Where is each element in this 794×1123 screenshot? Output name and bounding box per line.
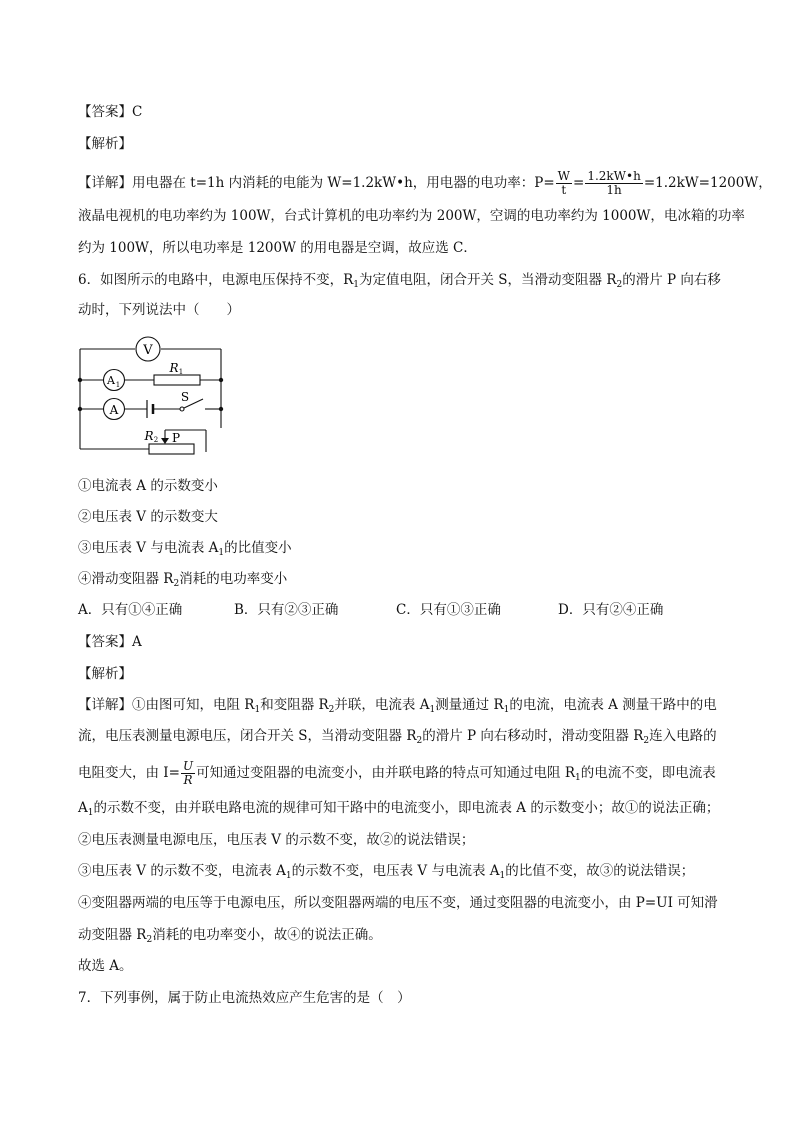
detail-label: 【详解】 <box>78 697 132 713</box>
statement-3 <box>78 538 728 563</box>
detail-text: 并联，电流表 A <box>334 697 430 713</box>
detail-line-5-1 <box>78 169 772 197</box>
subscript: 1 <box>575 773 581 783</box>
detail-text: 的电流，电流表 A 测量干路中的电 <box>509 697 717 713</box>
subscript: 1 <box>218 548 225 558</box>
detail-line-6-3 <box>78 760 728 788</box>
detail-text: 电阻变大，由 I= <box>78 765 180 781</box>
junction-dot <box>78 407 82 411</box>
subscript: 2 <box>643 736 650 746</box>
detail-text: ③电压表 V 的示数不变，电流表 A <box>78 863 286 879</box>
r1-subscript: 1 <box>178 368 184 376</box>
subscript: 1 <box>254 705 261 715</box>
detail-text: 流，电压表测量电源电压，闭合开关 S，当滑动变阻器 R <box>78 728 417 744</box>
subscript: 1 <box>499 871 506 881</box>
question-text: 6．如图所示的电路中，电源电压保持不变，R <box>78 272 354 288</box>
subscript: 2 <box>616 280 623 290</box>
junction-dot <box>78 378 82 382</box>
detail-text: 的电流不变，即电流表 <box>580 765 716 781</box>
detail-line-6-6 <box>78 861 728 886</box>
detail-text: 可知通过变阻器的电流变小，由并联电路的特点可知通过电阻 R <box>196 765 576 781</box>
analysis-label-5 <box>78 134 728 154</box>
r2-label: R <box>144 429 154 443</box>
detail-line-6-8 <box>78 925 728 950</box>
detail-text: 动变阻器 R <box>78 927 147 943</box>
answer-line-6 <box>78 632 728 652</box>
ammeter-a-label: A <box>109 403 119 417</box>
circuit-diagram <box>70 334 240 464</box>
statement-1: ①电流表 A 的示数变小 <box>78 478 218 494</box>
resistor-r1-symbol <box>154 375 200 385</box>
detail-text: 的滑片 P 向右移动时，滑动变阻器 R <box>422 728 644 744</box>
fraction-denominator: 1h <box>585 183 643 197</box>
statement-text: ④滑动变阻器 R <box>78 571 174 587</box>
fraction-denominator: R <box>181 773 195 787</box>
analysis-label-6 <box>78 664 728 684</box>
subscript: 1 <box>87 808 94 818</box>
detail-line-6-4 <box>78 798 728 823</box>
analysis-label: 【解析】 <box>78 666 132 682</box>
subscript: 1 <box>353 280 359 290</box>
option-d: D．只有②④正确 <box>558 602 664 618</box>
subscript: 1 <box>285 871 292 881</box>
detail-line-6-2 <box>78 726 728 751</box>
fraction-energy-over-time <box>585 170 643 197</box>
junction-dot <box>219 378 223 382</box>
statement-4 <box>78 569 728 594</box>
answer-value: A <box>132 634 142 650</box>
statement-text: 的比值变小 <box>224 540 292 556</box>
option-b: B．只有②③正确 <box>234 602 339 618</box>
subscript: 2 <box>416 736 423 746</box>
switch-pivot <box>180 407 184 411</box>
answer-label: 【答案】 <box>78 634 132 650</box>
answer-line-5 <box>78 102 728 122</box>
detail-line-6-1 <box>78 695 728 720</box>
detail-line-6-7: ④变阻器两端的电压等于电源电压，所以变阻器两端的电压不变，通过变阻器的电流变小，由 P=UI 可知滑 <box>78 895 718 911</box>
r2-subscript: 2 <box>153 436 159 444</box>
question-7-line-1: 7．下列事例，属于防止电流热效应产生危害的是（ ） <box>78 990 411 1006</box>
statement-text: 消耗的电功率变小 <box>179 571 288 587</box>
detail-line-5-3: 约为 100W，所以电功率是 1200W 的用电器是空调，故应选 C． <box>78 240 477 256</box>
detail-text: 的比值不变，故③的说法错误； <box>505 863 695 879</box>
detail-text: 测量通过 R <box>435 697 504 713</box>
slider-arrow-head <box>161 438 169 444</box>
fraction-w-over-t <box>556 170 572 197</box>
fraction-numerator: W <box>557 169 571 183</box>
slider-label: P <box>171 431 181 445</box>
fraction-u-over-r <box>181 760 195 787</box>
detail-text: =1.2kW=1200W， <box>643 175 772 191</box>
detail-line-5-2: 液晶电视机的电功率约为 100W，台式计算机的电功率约为 200W，空调的电功率约为 1000W，电冰箱的功率 <box>78 208 745 224</box>
fraction-numerator: 1.2kW•h <box>587 169 641 183</box>
ammeter-a1-label: A <box>107 374 115 387</box>
option-c: C．只有①③正确 <box>396 602 501 618</box>
subscript: 1 <box>503 705 510 715</box>
answer-value: C <box>132 104 143 120</box>
fraction-numerator: U <box>182 759 194 773</box>
detail-text: 的示数不变，电压表 V 与电流表 A <box>291 863 500 879</box>
question-6-line-2: 动时，下列说法中（ ） <box>78 302 240 318</box>
detail-text: 和变阻器 R <box>260 697 329 713</box>
detail-text: 的示数不变，由并联电路电流的规律可知干路中的电流变小，即电流表 A 的示数变小；故①的说法正确； <box>93 800 720 816</box>
subscript: 1 <box>429 705 436 715</box>
detail-text: 消耗的电功率变小，故④的说法正确。 <box>152 927 382 943</box>
ammeter-a1-subscript: 1 <box>115 381 121 389</box>
subscript: 2 <box>328 705 335 715</box>
equals-sign: = <box>573 175 585 191</box>
detail-text: ①由图可知，电阻 R <box>132 697 255 713</box>
switch-label: S <box>180 390 190 404</box>
rheostat-r2-symbol <box>149 444 194 454</box>
statement-text: ③电压表 V 与电流表 A <box>78 540 219 556</box>
junction-dot <box>219 407 223 411</box>
detail-text: 连入电路的 <box>649 728 717 744</box>
detail-text: A <box>78 800 88 816</box>
r1-label: R <box>169 361 179 375</box>
fraction-denominator: t <box>556 183 572 197</box>
question-text: 为定值电阻，闭合开关 S，当滑动变阻器 R <box>359 272 617 288</box>
question-text: 的滑片 P 向右移 <box>622 272 721 288</box>
subscript: 2 <box>146 935 153 945</box>
detail-label: 【详解】 <box>78 175 132 191</box>
detail-line-6-5: ②电压表测量电源电压，电压表 V 的示数不变，故②的说法错误； <box>78 832 475 848</box>
answer-label: 【答案】 <box>78 104 132 120</box>
voltmeter-label: V <box>143 343 153 358</box>
option-a: A．只有①④正确 <box>78 602 183 618</box>
detail-line-6-9: 故选 A。 <box>78 958 133 974</box>
statement-2: ②电压表 V 的示数变大 <box>78 509 218 525</box>
analysis-label: 【解析】 <box>78 136 132 152</box>
question-6-line-1 <box>78 270 728 295</box>
detail-text: 用电器在 t=1h 内消耗的电能为 W=1.2kW•h，用电器的电功率：P= <box>132 175 555 191</box>
subscript: 2 <box>173 579 180 589</box>
